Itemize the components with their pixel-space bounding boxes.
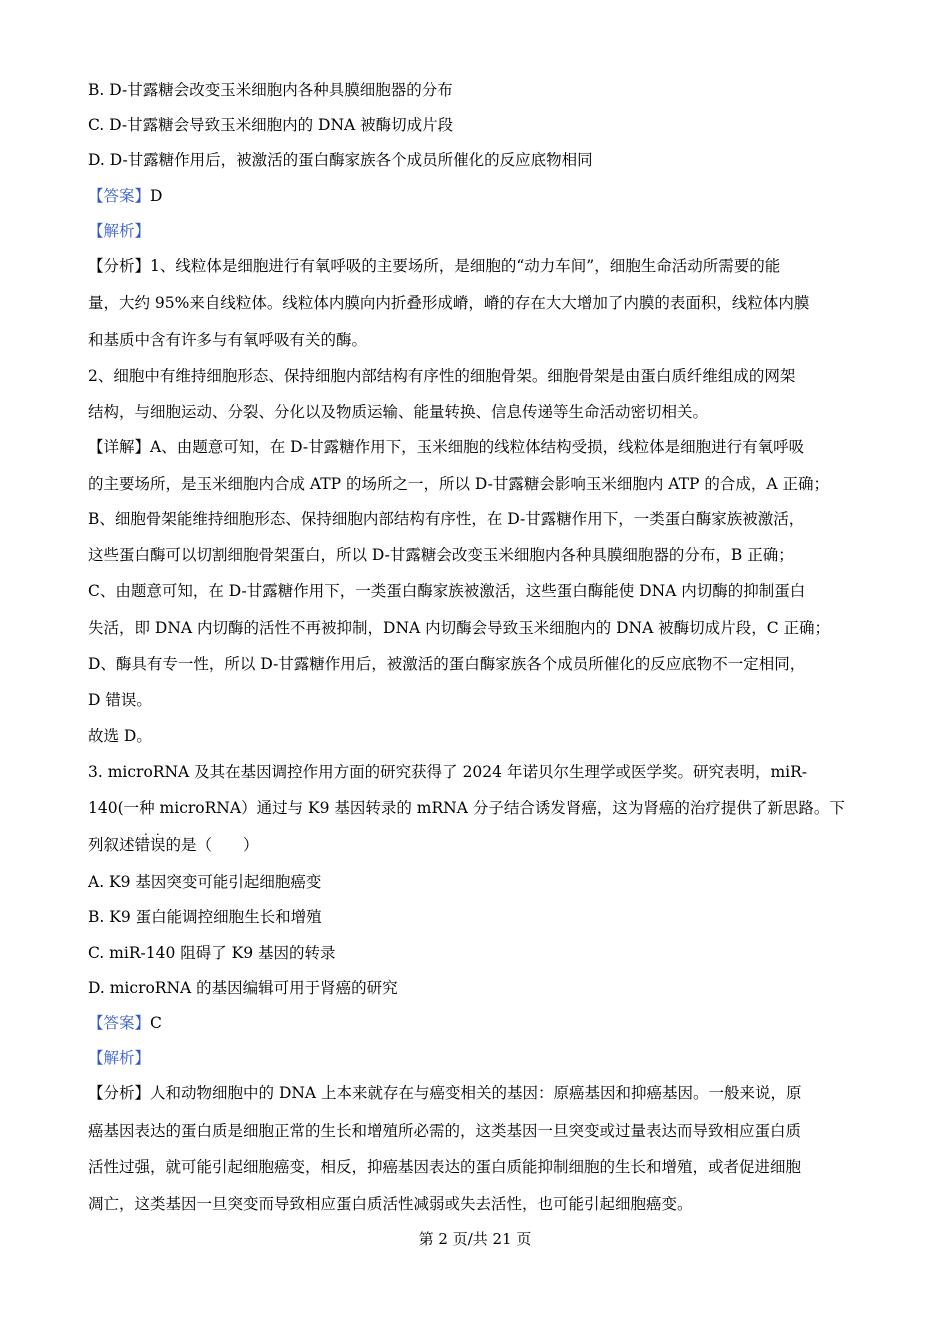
q2-detail-line8: D 错误。 xyxy=(88,691,152,709)
q3-fenxi-line4: 凋亡，这类基因一旦突变而导致相应蛋白质活性减弱或失去活性，也可能引起细胞癌变。 xyxy=(88,1195,693,1213)
q2-analysis-tag: 【解析】 xyxy=(88,222,151,240)
page-footer: 第 2 页/共 21 页 xyxy=(418,1230,532,1248)
q2-option-d: D. D-甘露糖作用后，被激活的蛋白酶家族各个成员所催化的反应底物相同 xyxy=(88,151,593,169)
answer-value: C xyxy=(150,1014,162,1032)
q2-detail-line7: D、酶具有专一性，所以 D-甘露糖作用后，被激活的蛋白酶家族各个成员所催化的反应底物不一定相同， xyxy=(88,655,806,673)
q2-detail-line6: 失活，即 DNA 内切酶的活性不再被抑制，DNA 内切酶会导致玉米细胞内的 DNA 被酶切成片段，C 正确； xyxy=(88,619,830,637)
answer-tag: 【答案】 xyxy=(88,187,151,205)
q3-analysis-tag: 【解析】 xyxy=(88,1049,151,1067)
fenxi-text: 人和动物细胞中的 DNA 上本来就存在与癌变相关的基因：原癌基因和抑癌基因。一般来说，原 xyxy=(150,1084,802,1102)
detail-text: A、由题意可知，在 D-甘露糖作用下，玉米细胞的线粒体结构受损，线粒体是细胞进行有氧呼吸 xyxy=(150,438,805,456)
q2-fenxi-line4: 2、细胞中有维持细胞形态、保持细胞内部结构有序性的细胞骨架。细胞骨架是由蛋白质纤维组成的网架 xyxy=(88,367,796,385)
q2-answer xyxy=(88,186,162,206)
q2-conclusion: 故选 D。 xyxy=(88,727,152,745)
q2-option-c: C. D-甘露糖会导致玉米细胞内的 DNA 被酶切成片段 xyxy=(88,116,454,134)
q2-detail-line3: B、细胞骨架能维持细胞形态、保持细胞内部结构有序性，在 D-甘露糖作用下，一类蛋白酶家族被激活， xyxy=(88,510,805,528)
q3-fenxi-line3: 活性过强，就可能引起细胞癌变，相反，抑癌基因表达的蛋白质能抑制细胞的生长和增殖，或者促进细胞 xyxy=(88,1158,802,1176)
q2-detail-line1 xyxy=(88,437,804,457)
q3-answer xyxy=(88,1013,162,1033)
fenxi-tag: 【分析】 xyxy=(88,257,151,275)
answer-tag: 【答案】 xyxy=(88,1014,151,1032)
q2-fenxi-line2: 量，大约 95%来自线粒体。线粒体内膜向内折叠形成嵴，嵴的存在大大增加了内膜的表面积，线粒体内膜 xyxy=(88,294,810,312)
q3-option-c: C. miR-140 阻碍了 K9 基因的转录 xyxy=(88,944,336,962)
q2-detail-line4: 这些蛋白酶可以切割细胞骨架蛋白，所以 D-甘露糖会改变玉米细胞内各种具膜细胞器的分布，B 正确； xyxy=(88,546,794,564)
emphasis-dots: .. xyxy=(144,824,168,838)
fenxi-tag: 【分析】 xyxy=(88,1084,151,1102)
q3-stem-line2: 140(一种 microRNA）通过与 K9 基因转录的 mRNA 分子结合诱发肾癌，这为肾癌的治疗提供了新思路。下 xyxy=(88,799,845,817)
fenxi-text: 1、线粒体是细胞进行有氧呼吸的主要场所，是细胞的“动力车间”，细胞生命活动所需要的能 xyxy=(150,257,781,275)
q2-fenxi-line1 xyxy=(88,256,780,276)
q2-option-b: B. D-甘露糖会改变玉米细胞内各种具膜细胞器的分布 xyxy=(88,81,453,99)
q2-detail-line5: C、由题意可知，在 D-甘露糖作用下，一类蛋白酶家族被激活，这些蛋白酶能使 DNA 内切酶的抑制蛋白 xyxy=(88,582,806,600)
q3-stem-line3: 列叙述错误的是（ ） xyxy=(88,836,259,854)
q3-stem-line1: 3. microRNA 及其在基因调控作用方面的研究获得了 2024 年诺贝尔生理学或医学奖。研究表明，miR- xyxy=(88,763,808,781)
detail-tag: 【详解】 xyxy=(88,438,151,456)
q3-option-b: B. K9 蛋白能调控细胞生长和增殖 xyxy=(88,908,322,926)
q3-option-a: A. K9 基因突变可能引起细胞癌变 xyxy=(88,873,322,891)
q2-fenxi-line3: 和基质中含有许多与有氧呼吸有关的酶。 xyxy=(88,331,368,349)
answer-value: D xyxy=(150,187,163,205)
q2-detail-line2: 的主要场所，是玉米细胞内合成 ATP 的场所之一，所以 D-甘露糖会影响玉米细胞内 ATP 的合成，A 正确； xyxy=(88,475,829,493)
q3-fenxi-line1 xyxy=(88,1083,802,1103)
q3-option-d: D. microRNA 的基因编辑可用于肾癌的研究 xyxy=(88,979,398,997)
q3-fenxi-line2: 癌基因表达的蛋白质是细胞正常的生长和增殖所必需的，这类基因一旦突变或过量表达而导致相应蛋白质 xyxy=(88,1122,802,1140)
q2-fenxi-line5: 结构，与细胞运动、分裂、分化以及物质运输、能量转换、信息传递等生命活动密切相关。 xyxy=(88,403,709,421)
